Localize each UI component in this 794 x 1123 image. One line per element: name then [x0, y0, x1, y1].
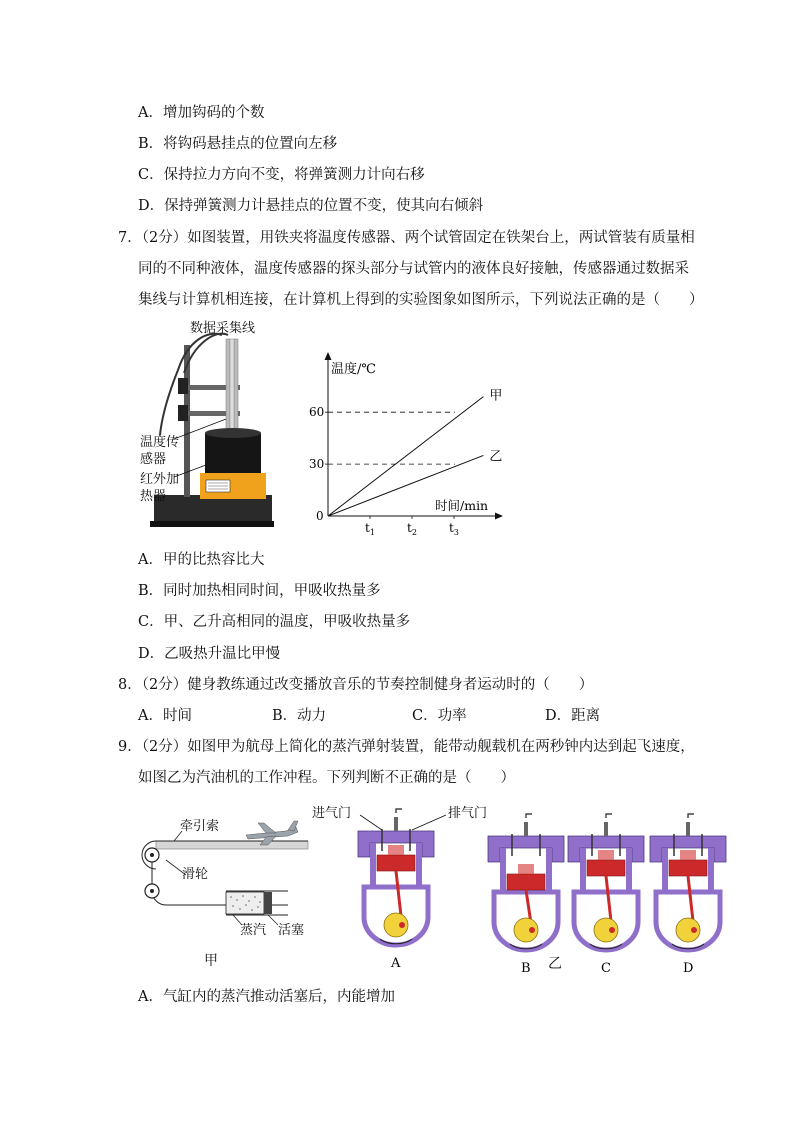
series-label-yi: 乙: [489, 449, 503, 465]
q8-option-b: B．动力: [272, 708, 327, 724]
q9-catapult-figure: [138, 805, 316, 970]
label-intake-valve: 进气门: [312, 806, 352, 821]
chart-svg: [305, 348, 510, 543]
label-piston: 活塞: [278, 923, 305, 938]
stroke-label-a: A: [391, 956, 401, 971]
label-sensor-1: 温度传: [140, 435, 180, 450]
x-tick-label-t1: $t_1$: [365, 521, 375, 537]
q9-option-a: A．气缸内的蒸汽推动活塞后，内能增加: [138, 989, 395, 1005]
y-tick-label-60: 60: [309, 405, 325, 420]
exhaust-pointer: [412, 815, 446, 830]
label-heater-1: 红外加: [140, 472, 180, 487]
label-heater-2: 热器: [140, 489, 167, 504]
q8-option-d: D．距离: [545, 708, 601, 724]
origin-label: 0: [316, 509, 324, 523]
q9-engine-figure: [312, 800, 740, 975]
steam-chamber: [226, 892, 264, 914]
data-cable: [160, 334, 222, 435]
piston-c: [587, 860, 625, 876]
q7-stem-line-2: 同的不同种液体，温度传感器的探头部分与试管内的液体良好接触，传感器通过数据采: [138, 261, 689, 277]
label-rope: 牵引索: [180, 819, 220, 834]
q6-option-d: D．保持弹簧测力计悬挂点的位置不变，使其向右倾斜: [138, 198, 484, 214]
piston-a: [377, 855, 415, 871]
caption-yi: 乙: [548, 956, 562, 972]
q7-temperature-chart: [305, 348, 510, 543]
q8-stem: 8．（2分）健身教练通过改变播放音乐的节奏控制健身者运动时的（ ）: [118, 677, 594, 693]
stroke-label-b: B: [521, 961, 531, 975]
q7-stem-line-1: 7．（2分）如图装置，用铁夹将温度传感器、两个试管固定在铁架台上，两试管装有质量相: [118, 230, 695, 246]
piston: [264, 892, 272, 914]
q7-option-d: D．乙吸热升温比甲慢: [138, 646, 281, 662]
label-steam: 蒸汽: [240, 923, 267, 938]
deck: [156, 841, 308, 849]
label-data-cable: 数据采集线: [190, 321, 256, 336]
engine-stroke-b: [488, 814, 564, 975]
q6-option-a: A．增加钩码的个数: [138, 105, 265, 121]
y-axis-label: 温度/℃: [331, 362, 376, 377]
label-sensor-2: 感器: [140, 452, 167, 467]
piston-b: [507, 874, 545, 890]
q9-stem-line-1: 9．（2分）如图甲为航母上简化的蒸汽弹射装置，能带动舰载机在两秒钟内达到起飞速度，: [118, 739, 695, 755]
intake-pointer: [360, 815, 382, 830]
caption-jia: 甲: [204, 953, 218, 969]
engine-stroke-d: [650, 814, 726, 975]
engine-stroke-a: [358, 809, 434, 971]
y-tick-label-30: 30: [309, 457, 325, 472]
engine-strokes-drawing: [340, 800, 740, 975]
q7-option-a: A．甲的比热容比大: [138, 552, 265, 568]
stroke-label-c: C: [601, 961, 611, 975]
label-pulley: 滑轮: [182, 867, 209, 882]
piston-d: [669, 860, 707, 876]
q7-apparatus-figure: [138, 315, 278, 535]
q7-stem-line-3: 集线与计算机相连接，在计算机上得到的实验图象如图所示，下列说法正确的是（ ）: [138, 292, 704, 308]
q6-option-b: B．将钩码悬挂点的位置向左移: [138, 136, 338, 152]
label-exhaust-valve: 排气门: [448, 806, 488, 821]
series-label-jia: 甲: [489, 388, 503, 404]
heater-cylinder: [205, 433, 261, 478]
q8-option-c: C．功率: [412, 708, 467, 724]
engine-stroke-c: [568, 814, 644, 975]
stroke-label-d: D: [683, 961, 694, 975]
q6-option-c: C．保持拉力方向不变，将弹簧测力计向右移: [138, 167, 425, 183]
x-tick-label-t3: $t_3$: [449, 521, 459, 537]
x-axis-label: 时间/min: [435, 498, 489, 513]
x-tick-label-t2: $t_2$: [407, 521, 417, 537]
y-axis-arrow: [325, 352, 332, 360]
q8-option-a: A．时间: [138, 708, 192, 724]
catapult-drawing: [138, 805, 316, 970]
q7-option-c: C．甲、乙升高相同的温度，甲吸收热量多: [138, 614, 411, 630]
q9-stem-line-2: 如图乙为汽油机的工作冲程。下列判断不正确的是（ ）: [138, 770, 515, 786]
q7-option-b: B．同时加热相同时间，甲吸收热量多: [138, 583, 381, 599]
x-axis-arrow: [495, 513, 503, 520]
